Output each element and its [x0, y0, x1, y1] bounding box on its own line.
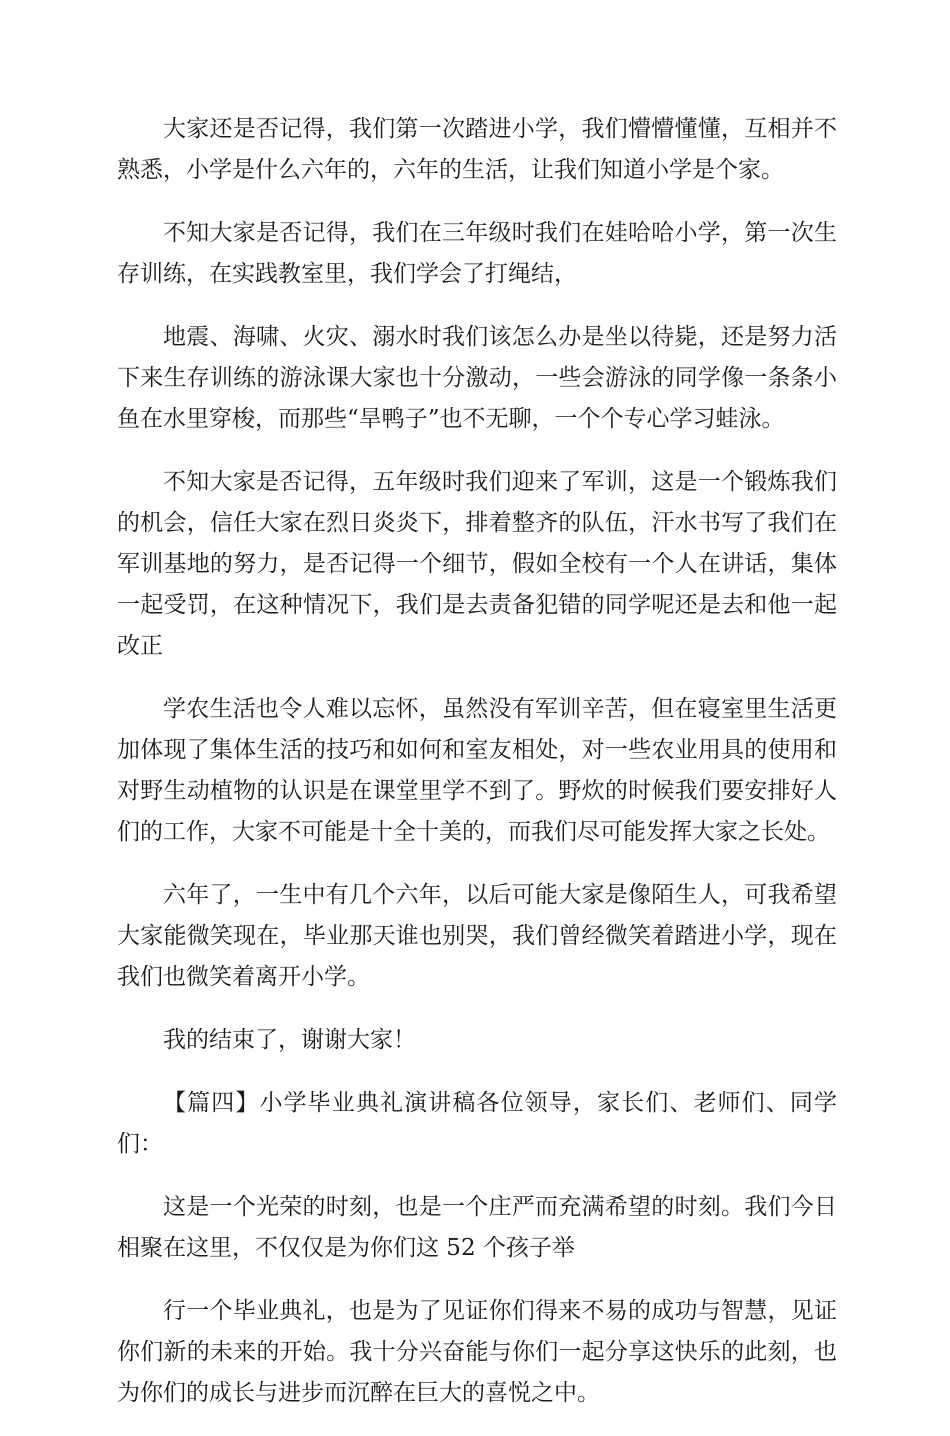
paragraph: 不知大家是否记得，五年级时我们迎来了军训，这是一个锻炼我们的机会，信任大家在烈日炎炎下，排着整齐的队伍，汗水书写了我们在军训基地的努力，是否记得一个细节，假如全校有一个人在讲话，集体一起受罚，在这种情况下，我们是去责备犯错的同学呢还是去和他一起改正: [117, 469, 837, 659]
paragraph: 行一个毕业典礼，也是为了见证你们得来不易的成功与智慧，见证你们新的未来的开始。我十分兴奋能与你们一起分享这快乐的此刻，也为你们的成长与进步而沉醉在巨大的喜悦之中。: [117, 1298, 837, 1406]
paragraph: 学农生活也令人难以忘怀，虽然没有军训辛苦，但在寝室里生活更加体现了集体生活的技巧和如何和室友相处，对一些农业用具的使用和对野生动植物的认识是在课堂里学不到了。野炊的时候我们要安排好人们的工作，大家不可能是十全十美的，而我们尽可能发挥大家之长处。: [117, 696, 837, 845]
document-body: [117, 109, 837, 1436]
paragraph-closing: 我的结束了，谢谢大家！: [163, 1027, 416, 1053]
paragraph: 六年了，一生中有几个六年，以后可能大家是像陌生人，可我希望大家能微笑现在，毕业那天谁也别哭，我们曾经微笑着踏进小学，现在我们也微笑着离开小学。: [117, 882, 837, 990]
section-heading: 【篇四】小学毕业典礼演讲稿各位领导，家长们、老师们、同学们：: [117, 1090, 837, 1157]
paragraph: 这是一个光荣的时刻，也是一个庄严而充满希望的时刻。我们今日相聚在这里，不仅仅是为你们这 52 个孩子举: [117, 1194, 837, 1261]
paragraph: 大家还是否记得，我们第一次踏进小学，我们懵懵懂懂，互相并不熟悉，小学是什么六年的，六年的生活，让我们知道小学是个家。: [117, 116, 837, 183]
paragraph: 地震、海啸、火灾、溺水时我们该怎么办是坐以待毙，还是努力活下来生存训练的游泳课大家也十分激动，一些会游泳的同学像一条条小鱼在水里穿梭，而那些“旱鸭子”也不无聊，一个个专心学习蛙泳。: [117, 324, 837, 432]
paragraph: 不知大家是否记得，我们在三年级时我们在娃哈哈小学，第一次生存训练，在实践教室里，我们学会了打绳结，: [117, 220, 837, 287]
